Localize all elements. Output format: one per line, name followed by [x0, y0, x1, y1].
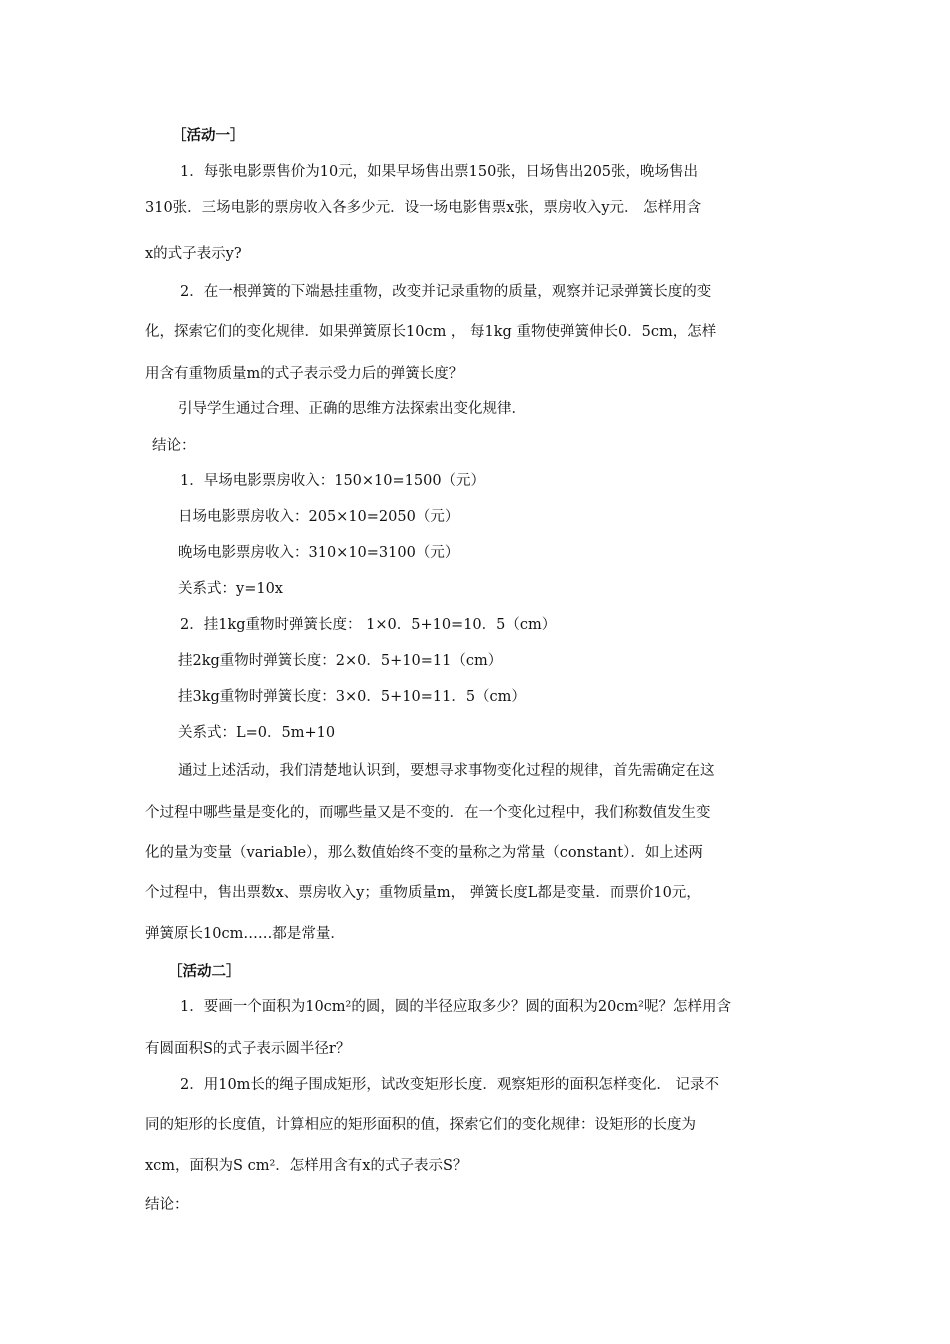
conclusion1-formula: 关系式：y=10x — [178, 581, 283, 597]
activity1-q2-line1: 2．在一根弹簧的下端悬挂重物，改变并记录重物的质量，观察并记录弹簧长度的变 — [180, 284, 712, 300]
activity1-q1-line2: 310张．三场电影的票房收入各多少元．设一场电影售票x张，票房收入y元． 怎样用含 — [145, 200, 702, 216]
activity2-q2-line1: 2．用10m长的绳子围成矩形，试改变矩形长度．观察矩形的面积怎样变化． 记录不 — [180, 1077, 720, 1093]
activity2-q1-line1: 1．要画一个面积为10cm²的圆，圆的半径应取多少？圆的面积为20cm²呢？怎样用含 — [180, 999, 731, 1015]
conclusion1-line2: 日场电影票房收入：205×10=2050（元） — [178, 509, 460, 525]
summary-line3: 化的量为变量（variable），那么数值始终不变的量称之为常量（constant）．如上述两 — [145, 845, 703, 861]
activity2-q1-line2: 有圆面积S的式子表示圆半径r？ — [145, 1041, 351, 1057]
conclusion1-line3: 晚场电影票房收入：310×10=3100（元） — [178, 545, 460, 561]
activity1-q1-line3: x的式子表示y? — [145, 246, 242, 262]
activity1-conclusion-label: 结论： — [152, 438, 196, 454]
activity1-q2-line3: 用含有重物质量m的式子表示受力后的弹簧长度？ — [145, 366, 464, 382]
activity1-heading: ［活动一］ — [172, 127, 245, 144]
summary-line5: 弹簧原长10cm……都是常量． — [145, 926, 345, 942]
activity2-heading: ［活动二］ — [168, 963, 241, 980]
activity2-q2-line2: 同的矩形的长度值，计算相应的矩形面积的值，探索它们的变化规律：设矩形的长度为 — [145, 1117, 696, 1133]
activity2-q2-line3: xcm，面积为S cm²．怎样用含有x的式子表示S？ — [145, 1158, 468, 1174]
conclusion2-line1: 2．挂1kg重物时弹簧长度： 1×0．5+10=10．5（cm） — [180, 617, 557, 633]
summary-line2: 个过程中哪些量是变化的，而哪些量又是不变的．在一个变化过程中，我们称数值发生变 — [145, 805, 711, 821]
summary-line1: 通过上述活动，我们清楚地认识到，要想寻求事物变化过程的规律，首先需确定在这 — [178, 763, 715, 779]
conclusion2-line2: 挂2kg重物时弹簧长度：2×0．5+10=11（cm） — [178, 653, 503, 669]
conclusion2-line3: 挂3kg重物时弹簧长度：3×0．5+10=11．5（cm） — [178, 689, 526, 705]
activity1-q2-line2: 化，探索它们的变化规律．如果弹簧原长10cm ， 每1kg 重物使弹簧伸长0．5cm，怎样 — [145, 324, 717, 340]
activity2-conclusion-label: 结论： — [145, 1197, 189, 1213]
summary-line4: 个过程中，售出票数x、票房收入y；重物质量m， 弹簧长度L都是变量．而票价10元， — [145, 885, 701, 901]
conclusion2-formula: 关系式：L=0．5m+10 — [178, 725, 336, 741]
conclusion1-line1: 1．早场电影票房收入：150×10=1500（元） — [180, 473, 486, 489]
activity1-q1-line1: 1．每张电影票售价为10元，如果早场售出票150张，日场售出205张，晚场售出 — [180, 164, 699, 180]
activity1-guide-text: 引导学生通过合理、正确的思维方法探索出变化规律． — [178, 401, 526, 417]
